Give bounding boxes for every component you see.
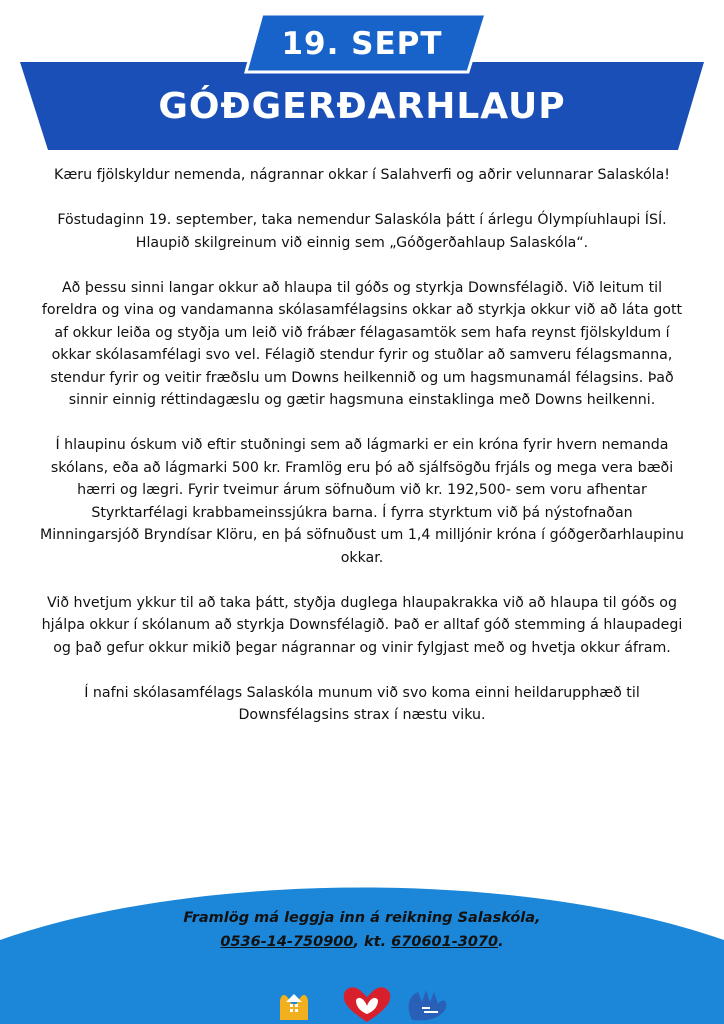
line-end: . [498, 934, 504, 950]
paragraph-closing: Í nafni skólasamfélags Salaskóla munum við svo koma einni heildarupphæð til Downsfélagsins strax í næstu viku. [84, 684, 640, 723]
paragraph-cause: Að þessu sinni langar okkur að hlaupa til góðs og styrkja Downsfélagið. Við leitum til foreldra og vina og vandamanna skólasamfélagsins okkar að styrkja okkur við að láta gott af okkur leiða og styðja um leið við frábær félagasamtök sem hafa reynst fjölskyldum í okkar skólasamfélagi svo vel. Félagið stendur fyrir og stuðlar að samveru félagsmanna, stendur fyrir og veitir fræðslu um Downs heilkennið og um hagsmunamál félagsins. Það sinnir einnig réttindagæslu og gætir hagsmuna einstaklinga með Downs heilkenni. [41, 279, 683, 408]
donation-line-2 [40, 930, 684, 954]
hands-house-logo [280, 994, 308, 1020]
kt-number: 670601-3070 [391, 934, 499, 950]
hands-logo [409, 990, 447, 1020]
event-date: 19. SEPT [281, 26, 443, 62]
letter-body [40, 164, 684, 749]
kt-label: , kt. [353, 934, 392, 950]
paragraph-donation-info: Í hlaupinu óskum við eftir stuðningi sem að lágmarki er ein króna fyrir hvern nemanda skólans, eða að lágmarki 500 kr. Framlög eru þó að sjálfsögðu frjáls og mega vera bæði hærri og lægri. Fyrir tveimur árum söfnuðum við kr. 192,500- sem voru afhentar Styrktarfélagi krabbameinssjúkra barna. Í fyrra styrktum við þá nýstofnaðan Minningarsjóð Bryndísar Klöru, en þá söfnuðust um 1,4 milljónir króna í góðgerðarhlaupinu okkar. [40, 437, 685, 566]
page-title: GÓÐGERÐARHLAUP [158, 85, 566, 127]
paragraph-event: Föstudaginn 19. september, taka nemendur Salaskóla þátt í árlegu Ólympíuhlaupi ÍSÍ. Hlaupið skilgreinum við einnig sem „Góðgerðahlaup Salaskóla“. [57, 212, 667, 251]
bank-account-number: 0536-14-750900 [220, 934, 354, 950]
paragraph-encouragement: Við hvetjum ykkur til að taka þátt, styðja duglega hlaupakrakka við að hlaupa til góðs og hjálpa okkur í skólanum að styrkja Downsfélagið. Það er alltaf góð stemming á hlaupadegi og það gefur okkur mikið þegar nágrannar og vinir fylgjast með og hvetja okkur áfram. [41, 594, 683, 656]
logos-row [272, 980, 462, 1024]
donation-info [40, 906, 684, 954]
donation-line-1: Framlög má leggja inn á reikning Salaskóla, [183, 910, 541, 926]
heart-hands-logo [344, 987, 391, 1022]
paragraph-greeting: Kæru fjölskyldur nemenda, nágrannar okkar í Salahverfi og aðrir velunnarar Salaskóla! [54, 167, 670, 183]
